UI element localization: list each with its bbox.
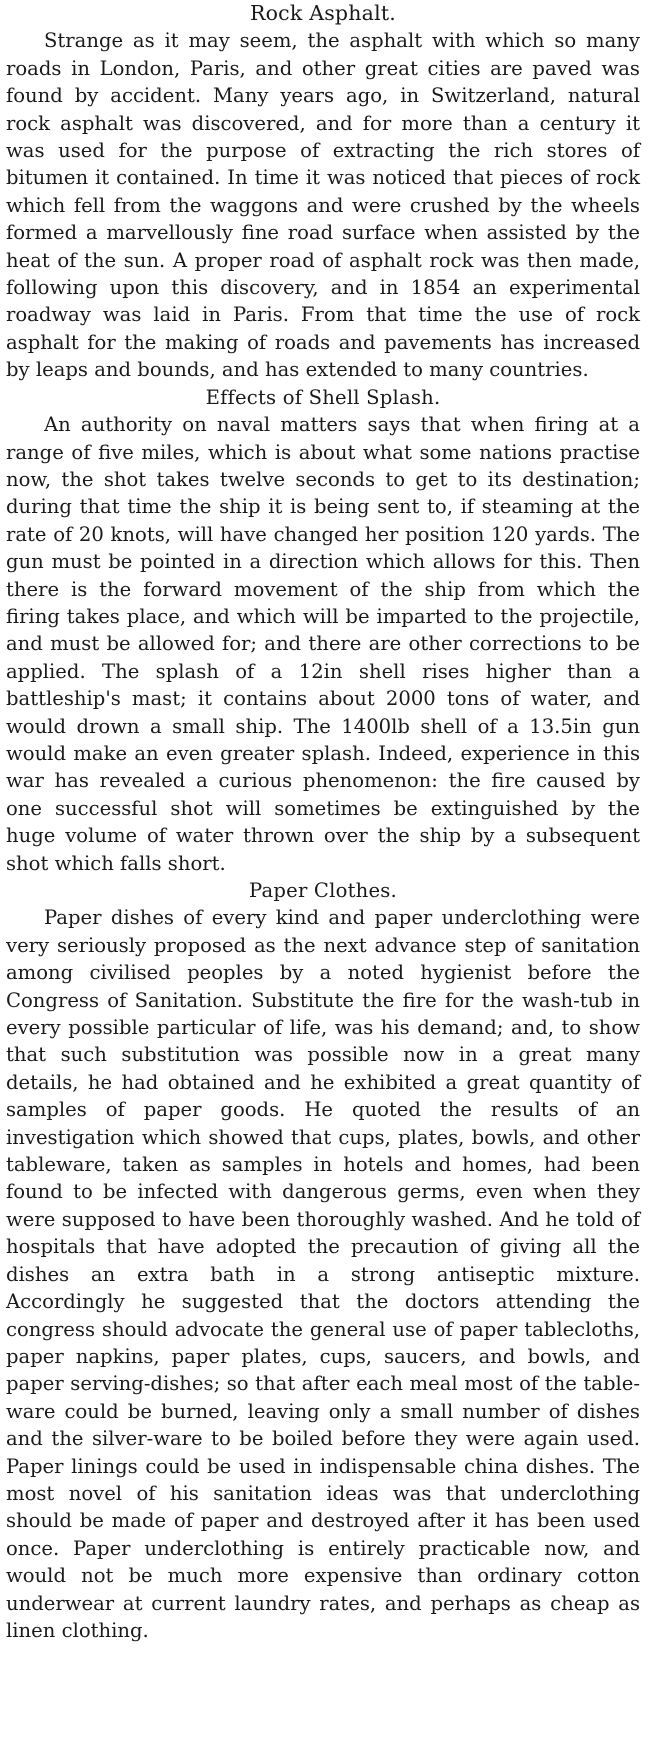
article-body: An authority on naval matters says that when firing at a range of five miles, which is about what some nations practise now, the shot takes twelve seconds to get to its destination; during that time the ship it is being sent to, if steaming at the rate of 20 knots, will have changed her position 120 yards. The gun must be pointed in a direction which allows for this. Then there is the forward movement of the ship from which the firing takes place, and which will be imparted to the projectile, and must be allowed for; and there are other corrections to be applied. The splash of a 12in shell rises higher than a battleship's mast; it contains about 2000 tons of water, and would drown a small ship. The 1400lb shell of a 13.5in gun would make an even greater splash. Indeed, experience in this war has revealed a curious phenomenon: the fire caused by one successful shot will sometimes be extinguished by the huge volume of water thrown over the ship by a subsequent shot which falls short. [6, 413, 640, 875]
article-shell-splash [6, 384, 640, 877]
article-title: Effects of Shell Splash. [205, 385, 441, 409]
article-body: Strange as it may seem, the asphalt with which so many roads in London, Paris, and other great cities are paved was found by accident. Many years ago, in Switzerland, natural rock asphalt was discovered, and for more than a century it was used for the purpose of extracting the rich stores of bitumen it contained. In time it was noticed that pieces of rock which fell from the waggons and were crushed by the wheels formed a marvellously fine road surface when assisted by the heat of the sun. A proper road of asphalt rock was then made, following upon this discovery, and in 1854 an experimental roadway was laid in Paris. From that time the use of rock asphalt for the making of roads and pavements has increased by leaps and bounds, and has extended to many countries. [6, 29, 640, 382]
article-body: Paper dishes of every kind and paper underclothing were very seriously proposed as the next advance step of sanitation among civilised peoples by a noted hygienist before the Congress of Sanitation. Substitute the fire for the wash-tub in every possible particular of life, was his demand; and, to show that such substitution was possible now in a great many details, he had obtained and he exhibited a great quantity of samples of paper goods. He quoted the results of an investigation which showed that cups, plates, bowls, and other tableware, taken as samples in hotels and homes, had been found to be infected with dangerous germs, even when they were supposed to have been thoroughly washed. And he told of hospitals that have adopted the precaution of giving all the dishes an extra bath in a strong antiseptic mixture. Accordingly he suggested that the doctors attending the congress should advocate the general use of paper tablecloths, paper napkins, paper plates, cups, saucers, and bowls, and paper serving-dishes; so that after each meal most of the table-ware could be burned, leaving only a small number of dishes and the silver-ware to be boiled before they were again used. Paper linings could be used in indispensable china dishes. The most novel of his sanitation ideas was that underclothing should be made of paper and destroyed after it has been used once. Paper underclothing is entirely practicable now, and would not be much more expensive than ordinary cotton underwear at current laundry rates, and perhaps as cheap as linen clothing. [6, 906, 640, 1642]
article-paper-clothes [6, 877, 640, 1644]
article-title: Paper Clothes. [249, 879, 397, 902]
article-title: Rock Asphalt. [250, 1, 396, 25]
article-rock-asphalt [6, 0, 640, 384]
